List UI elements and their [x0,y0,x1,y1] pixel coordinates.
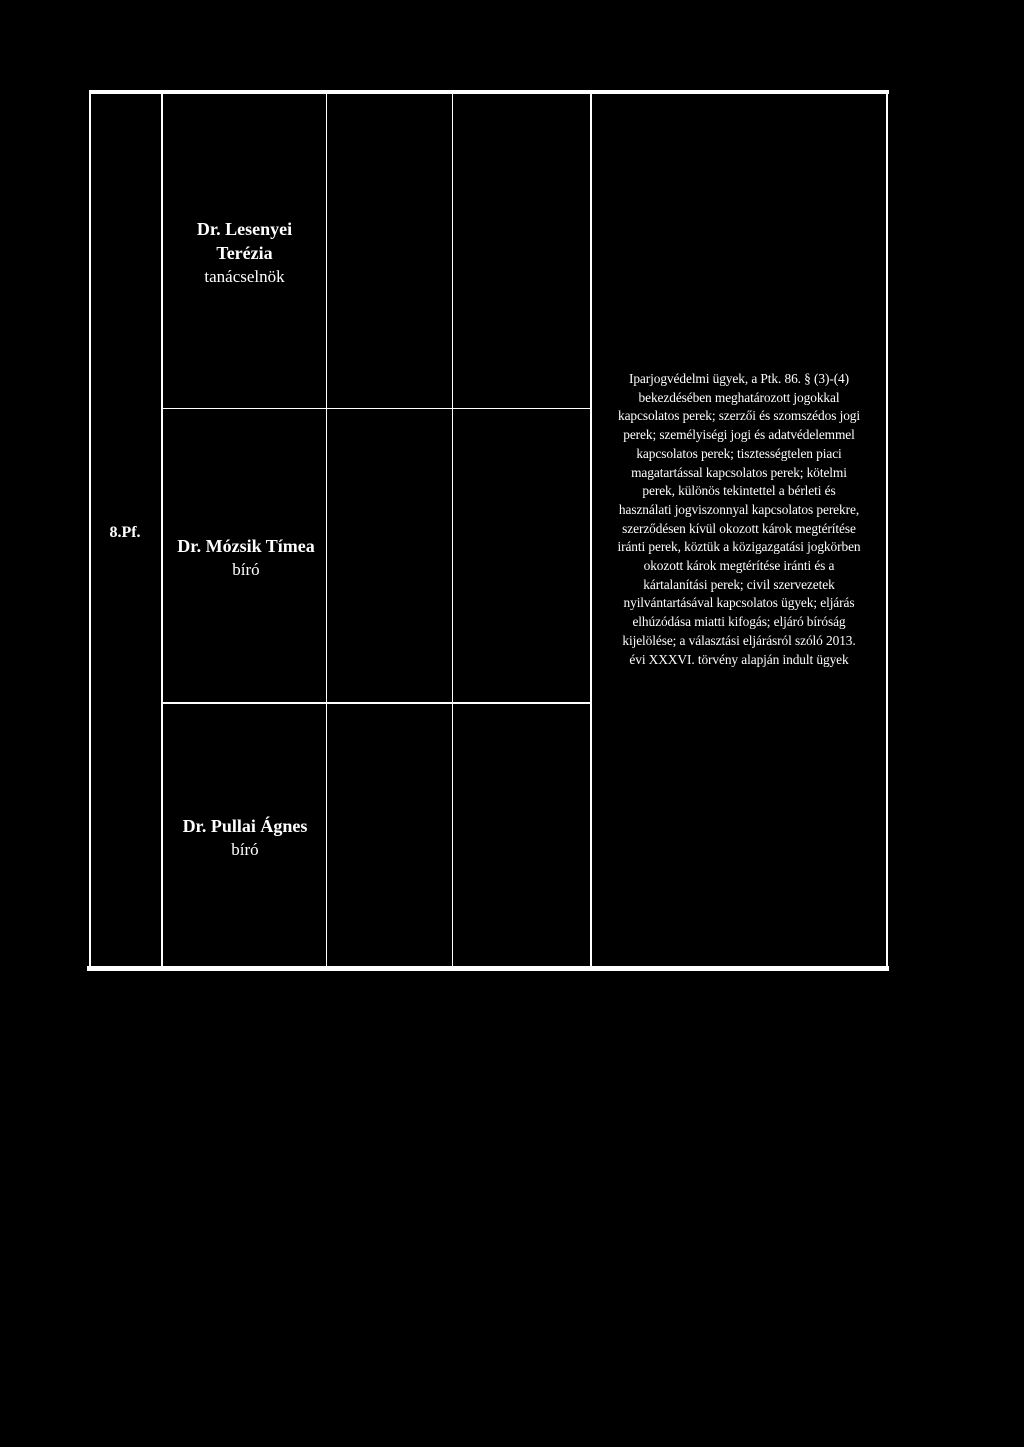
table-border-top [89,90,889,94]
court-assignment-table [89,90,889,970]
judge-name: Dr. Lesenyei [196,219,293,239]
description-line: szerződésen kívül okozott károk megtérítése [622,520,856,536]
judge-role: tanácselnök [204,267,285,286]
description-line: Iparjogvédelmi ügyek, a Ptk. 86. § (3)-(4) [628,371,850,386]
description-line: kapcsolatos perek; tisztességtelen piaci [636,445,842,461]
description-line: magatartással kapcsolatos perek; kötelmi [631,464,847,480]
judge-name: Terézia [216,243,273,263]
description-line: iránti perek, köztük a közigazgatási jogkörben [617,539,861,555]
case-type-description [592,370,886,669]
description-line: kártalanítási perek; civil szervezetek [643,576,835,592]
judge-cell [155,814,335,862]
table-border-right [886,90,888,970]
description-line: kijelölése; a választási eljárásról szóló 2013. [622,632,856,648]
description-line: évi XXXVI. törvény alapján indult ügyek [629,651,849,667]
description-line: nyilvántartásával kapcsolatos ügyek; eljárás [623,595,855,611]
column-divider [452,90,453,970]
description-line: elhúzódása miatti kifogás; eljáró bíróság [632,614,846,630]
section-label: 8.Pf. [109,524,141,541]
description-line: használati jogviszonnyal kapcsolatos perekre, [618,501,860,517]
judge-role: bíró [231,840,259,859]
judge-name: Dr. Pullai Ágnes [182,816,308,836]
judge-name: Dr. Mózsik Tímea [177,536,315,556]
description-line: kapcsolatos perek; szerzői és szomszédos jogi [617,408,861,424]
row-divider [161,408,591,409]
description-line: okozott károk megtérítése iránti és a [643,558,835,574]
description-line: perek; személyiségi jogi és adatvédelemmel [623,427,855,443]
description-line: perek, különös tekintettel a bérleti és [642,483,836,499]
judge-cell [151,534,341,582]
description-line: bekezdésében meghatározott jogokkal [638,389,840,405]
judge-role: bíró [232,560,260,579]
row-divider [161,702,591,704]
table-border-bottom [87,966,889,971]
judge-cell [163,217,326,289]
